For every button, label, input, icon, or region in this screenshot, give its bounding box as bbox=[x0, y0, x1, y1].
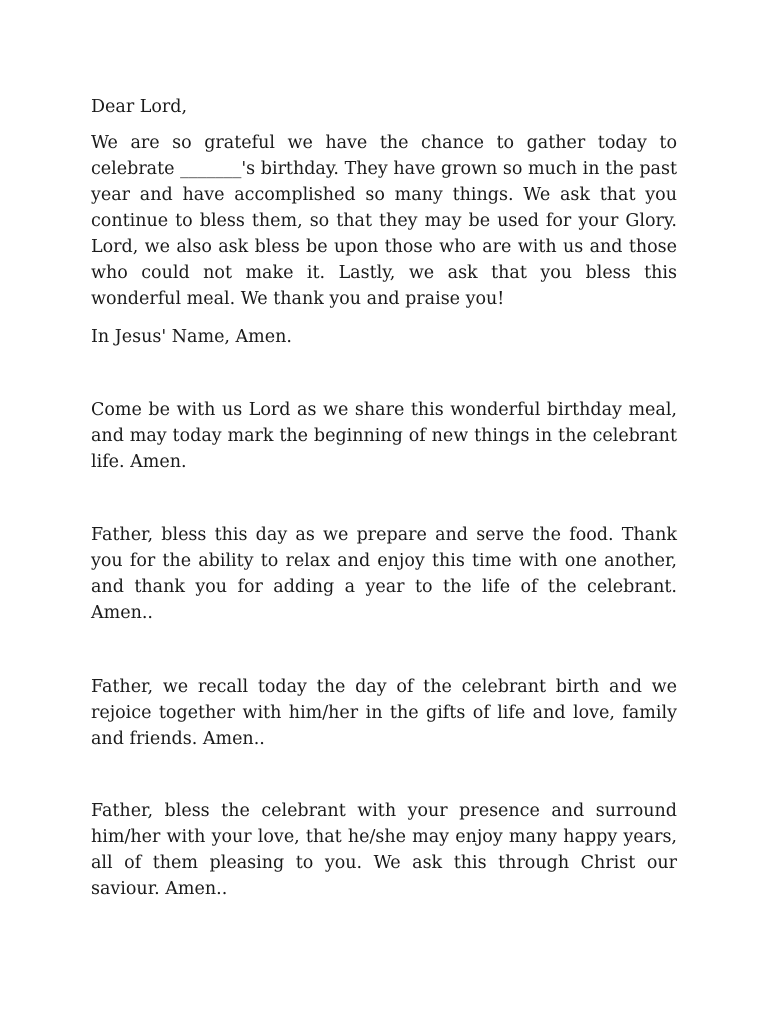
prayer-closing: In Jesus' Name, Amen. bbox=[91, 327, 292, 347]
prayer-paragraph-5: Father, bless the celebrant with your presence and surround him/her with your love, that he/she may enjoy many happy years, all of them pleasing to you. We ask this through Christ our saviour. Amen.. bbox=[91, 801, 677, 899]
prayer-paragraph-3: Father, bless this day as we prepare and serve the food. Thank you for the ability to relax and enjoy this time with one another, and thank you for adding a year to the life of the celebrant. Amen.. bbox=[91, 525, 677, 623]
prayer-paragraph-2: Come be with us Lord as we share this wonderful birthday meal, and may today mark the beginning of new things in the celebrant life. Amen. bbox=[91, 400, 677, 472]
prayer-paragraph-4: Father, we recall today the day of the celebrant birth and we rejoice together with him/her in the gifts of life and love, family and friends. Amen.. bbox=[91, 677, 677, 749]
greeting: Dear Lord, bbox=[91, 97, 188, 117]
prayer-paragraph-1: We are so grateful we have the chance to gather today to celebrate _______'s birthday. They have grown so much in the past year and have accomplished so many things. We ask that you continue to bless them, so that they may be used for your Glory. Lord, we also ask bless be upon those who are with us and those who could not make it. Lastly, we ask that you bless this wonderful meal. We thank you and praise you! bbox=[91, 133, 677, 309]
